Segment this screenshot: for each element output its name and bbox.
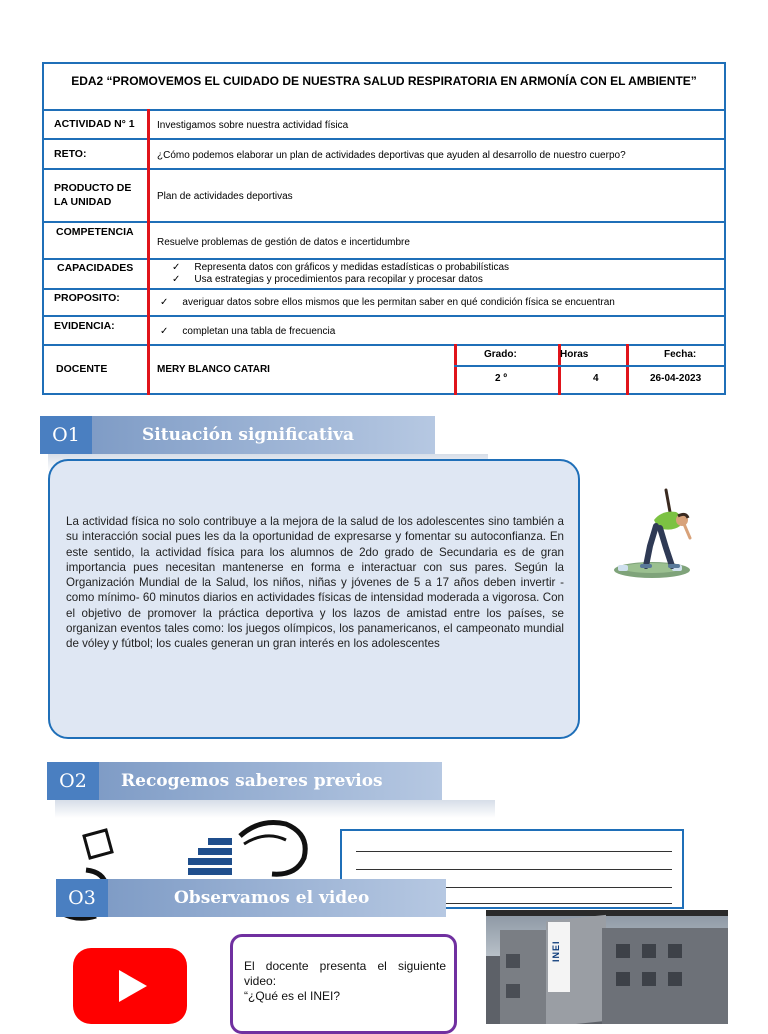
check-icon: ✓ xyxy=(160,326,169,337)
section-number: O3 xyxy=(56,879,108,917)
exercise-woman-illustration xyxy=(606,486,696,582)
date-value: 26-04-2023 xyxy=(650,373,702,384)
capacity-item-2: ✓ Usa estrategias y procedimientos para recopilar y procesar datos xyxy=(172,274,483,285)
grade-label: Grado: xyxy=(484,349,517,360)
writing-line xyxy=(356,851,672,852)
purpose-label: PROPOSITO: xyxy=(54,292,120,304)
youtube-play-icon[interactable] xyxy=(73,948,187,1024)
product-label: PRODUCTO DE LA UNIDAD xyxy=(54,182,132,208)
competence-label: COMPETENCIA xyxy=(56,226,134,238)
video-thumbnail[interactable] xyxy=(486,910,728,1024)
evidence-label: EVIDENCIA: xyxy=(54,320,115,332)
check-icon: ✓ xyxy=(172,274,181,285)
section-number: O2 xyxy=(47,762,99,800)
inei-logo: INEI xyxy=(548,922,570,992)
situation-text-box xyxy=(48,459,580,739)
purpose-value: ✓ averiguar datos sobre ellos mismos que les permitan saber en qué condición física se encuentran xyxy=(160,297,615,308)
capacity-item-1: ✓ Representa datos con gráficos y medidas estadísticas o probabilísticas xyxy=(172,262,509,273)
evidence-value: ✓ completan una tabla de frecuencia xyxy=(160,326,336,337)
section-banner-2 xyxy=(47,762,442,800)
hours-label: Horas xyxy=(560,349,589,360)
check-icon: ✓ xyxy=(172,262,181,273)
section-banner-3 xyxy=(56,879,446,917)
competence-value: Resuelve problemas de gestión de datos e incertidumbre xyxy=(157,237,410,248)
activity-value: Investigamos sobre nuestra actividad física xyxy=(157,120,349,131)
section-title: Observamos el video xyxy=(108,879,446,917)
date-label: Fecha: xyxy=(664,349,697,360)
section-banner-1 xyxy=(40,416,435,454)
situation-paragraph: La actividad física no solo contribuye a la mejora de la salud de los adolescentes sino también a su interacción social pues les da la oportunidad de expresarse y fomentar su autoconfianza. En este sentido, la actividad física para los alumnos de 2do grado de Secundaria es de gran importancia pues necesitan mantenerse en forma e interactuar con sus pares. Según la Organización Mundial de la Salud, los niños, niñas y jóvenes de 5 a 17 años deben invertir -como mínimo- 60 minutos diarios en actividades físicas de intensidad moderada a vigorosa. Con el objetivo de promover la práctica deportiva y los lazos de amistad entre los países, se organizan eventos tales como: los juegos olímpicos, los panamericanos, el campeonato mundial de vóley y fútbol; los cuales generan un gran interés en los adolescentes xyxy=(66,515,564,651)
section-title: Situación significativa xyxy=(92,416,435,454)
section-title: Recogemos saberes previos xyxy=(99,762,442,800)
question-mark-illustration-right xyxy=(186,818,312,888)
section-number: O1 xyxy=(40,416,92,454)
challenge-value: ¿Cómo podemos elaborar un plan de actividades deportivas que ayuden al desarrollo de nuestro cuerpo? xyxy=(157,150,626,161)
grade-value: 2 º xyxy=(495,373,507,384)
activity-header-table xyxy=(42,62,726,395)
capacities-label: CAPACIDADES xyxy=(57,262,134,274)
hours-value: 4 xyxy=(593,373,599,384)
video-description-box xyxy=(230,934,457,1034)
teacher-name: MERY BLANCO CATARI xyxy=(157,364,270,375)
product-value: Plan de actividades deportivas xyxy=(157,191,293,202)
check-icon: ✓ xyxy=(160,297,169,308)
teacher-label: DOCENTE xyxy=(56,363,108,375)
writing-line xyxy=(356,869,672,870)
video-description: El docente presenta el siguiente video: “¿Qué es el INEI? xyxy=(244,959,446,1003)
unit-title: EDA2 “PROMOVEMOS EL CUIDADO DE NUESTRA SALUD RESPIRATORIA EN ARMONÍA CON EL AMBIENTE” xyxy=(71,74,697,88)
challenge-label: RETO: xyxy=(54,148,87,160)
activity-label: ACTIVIDAD N° 1 xyxy=(54,118,135,130)
